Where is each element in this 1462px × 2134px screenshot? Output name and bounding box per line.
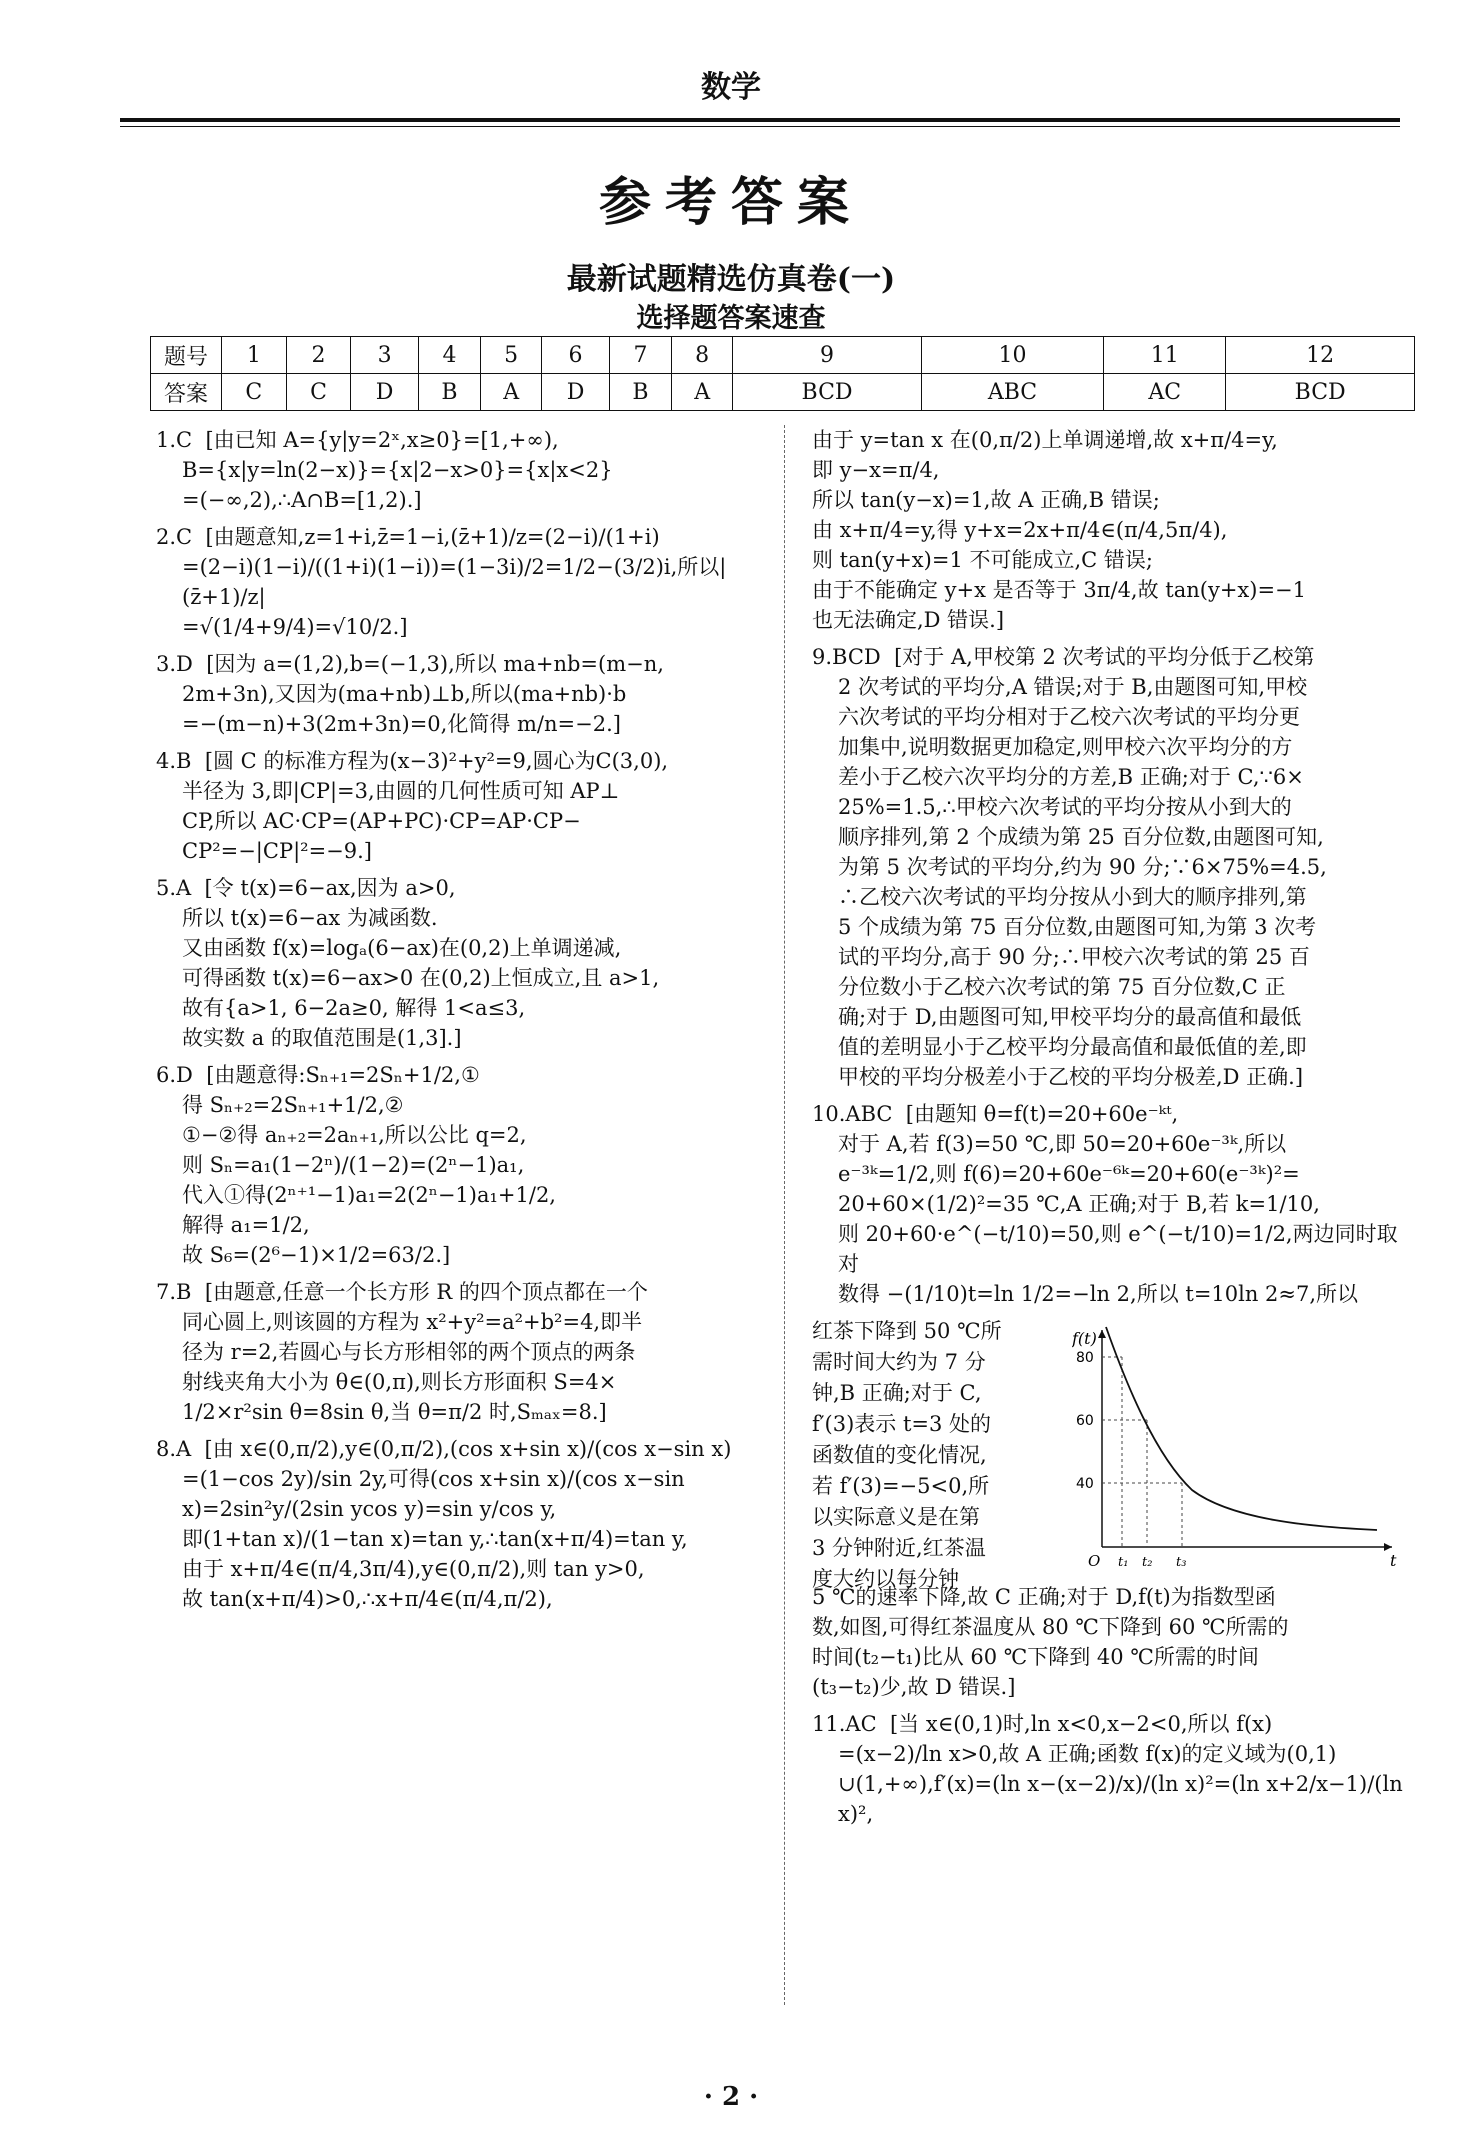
question-number: 8 <box>672 337 733 374</box>
right-column <box>812 425 1412 1836</box>
question-number: 9 <box>733 337 922 374</box>
solution-7: 7.B [由题意,任意一个长方形 R 的四个顶点都在一个 同心圆上,则该圆的方程为 x²+y²=a²+b²=4,即半 径为 r=2,若圆心与长方形相邻的两个顶点的两条 射线夹角大小为 θ∈(0,π),则长方形面积 S=4× 1/2×r²sin θ=8sin θ,当 θ=π/2 时,Sₘₐₓ=8.] <box>156 1280 648 1424</box>
origin-label: O <box>1088 1552 1101 1570</box>
header-rule-thin <box>120 126 1400 127</box>
answer-cell: C <box>222 374 287 411</box>
exam-subtitle: 最新试题精选仿真卷(一) <box>566 262 896 297</box>
answer-cell: D <box>542 374 610 411</box>
answer-row <box>151 374 1415 411</box>
left-column <box>156 425 764 1621</box>
question-number: 7 <box>609 337 671 374</box>
decay-graph <box>1072 1322 1402 1572</box>
y-tick-label: 60 <box>1076 1413 1094 1429</box>
solution-8: 8.A [由 x∈(0,π/2),y∈(0,π/2),(cos x+sin x)/(cos x−sin x) =(1−cos 2y)/sin 2y,可得(cos x+sin x)/(cos x−sin x)=2sin²y/(2sin ycos y)=sin y/cos y, 即(1+tan x)/(1−tan x)=tan y,∴tan(x+π/4)=tan y, 由于 x+π/4∈(π/4,3π/4),y∈(0,π/2),则 tan y>0, 故 tan(x+π/4)>0,∴x+π/4∈(π/4,π/2), <box>156 1437 732 1611</box>
header-rule <box>120 118 1400 122</box>
answer-cell: AC <box>1104 374 1226 411</box>
question-number: 11 <box>1104 337 1226 374</box>
question-number: 5 <box>481 337 542 374</box>
x-axis-arrow <box>1384 1543 1392 1551</box>
solution-5: 5.A [令 t(x)=6−ax,因为 a>0, 所以 t(x)=6−ax 为减函数. 又由函数 f(x)=logₐ(6−ax)在(0,2)上单调递减, 可得函数 t(x)=6−ax>0 在(0,2)上恒成立,且 a>1, 故有{a>1, 6−2a≥0, 解得 1<a≤3, 故实数 a 的取值范围是(1,3].] <box>156 876 660 1050</box>
solution-4: 4.B [圆 C 的标准方程为(x−3)²+y²=9,圆心为C(3,0), 半径为 3,即|CP|=3,由圆的几何性质可知 AP⊥ CP,所以 AC·CP=(AP+PC)·CP=AP·CP− CP²=−|CP|²=−9.] <box>156 749 669 863</box>
graph-side-text: 红茶下降到 50 ℃所 需时间大约为 7 分 钟,B 正确;对于 C, f′(3)表示 t=3 处的 函数值的变化情况, 若 f′(3)=−5<0,所 以实际意义是在第 3 分钟附近,红茶温 度大约以每分钟 <box>812 1319 1002 1591</box>
question-number: 2 <box>286 337 351 374</box>
answer-cell: B <box>609 374 671 411</box>
solution-10: 10.ABC [由题知 θ=f(t)=20+60e⁻ᵏᵗ, 对于 A,若 f(3)=50 ℃,即 50=20+60e⁻³ᵏ,所以 e⁻³ᵏ=1/2,则 f(6)=20+60e⁻⁶ᵏ=20+60(e⁻³ᵏ)²= 20+60×(1/2)²=35 ℃,A 正确;对于 B,若 k=1/10, 则 20+60·e^(−t/10)=50,则 e^(−t/10)=1/2,两边同时取对 数得 −(1/10)t=ln 1/2=−ln 2,所以 t=10ln 2≈7,所以 <box>812 1102 1398 1306</box>
y-axis-label: f(t) <box>1072 1329 1097 1348</box>
y-tick-label: 40 <box>1076 1476 1094 1492</box>
y-axis-arrow <box>1098 1330 1106 1338</box>
y-tick-label: 80 <box>1076 1350 1094 1366</box>
x-tick-label: t₁ <box>1118 1555 1129 1570</box>
answer-cell: D <box>351 374 419 411</box>
answer-cell: ABC <box>921 374 1103 411</box>
solution-11: 11.AC [当 x∈(0,1)时,ln x<0,x−2<0,所以 f(x) =(x−2)/ln x>0,故 A 正确;函数 f(x)的定义域为(0,1) ∪(1,+∞),f′(x)=(ln x−(x−2)/x)/(ln x)²=(ln x+2/x−1)/(ln x)², <box>812 1712 1403 1826</box>
answer-cell: BCD <box>1226 374 1415 411</box>
number-row <box>151 337 1415 374</box>
solution-2: 2.C [由题意知,z=1+i,z̄=1−i,(z̄+1)/z=(2−i)/(1+i) =(2−i)(1−i)/((1+i)(1−i))=(1−3i)/2=1/2−(3/2)i,所以|(z̄+1)/z| =√(1/4+9/4)=√10/2.] <box>156 525 727 639</box>
page-number: · 2 · <box>703 2082 759 2112</box>
graph-block <box>812 1316 1412 1591</box>
solution-6: 6.D [由题意得:Sₙ₊₁=2Sₙ+1/2,① 得 Sₙ₊₂=2Sₙ₊₁+1/2,② ①−②得 aₙ₊₂=2aₙ₊₁,所以公比 q=2, 则 Sₙ=a₁(1−2ⁿ)/(1−2)=(2ⁿ−1)a₁, 代入①得(2ⁿ⁺¹−1)a₁=2(2ⁿ−1)a₁+1/2, 解得 a₁=1/2, 故 S₆=(2⁶−1)×1/2=63/2.] <box>156 1063 556 1267</box>
number-row-label: 题号 <box>151 337 222 374</box>
answer-cell: C <box>286 374 351 411</box>
solution-8-continued: 由于 y=tan x 在(0,π/2)上单调递增,故 x+π/4=y, 即 y−x=π/4, 所以 tan(y−x)=1,故 A 正确,B 错误; 由 x+π/4=y,得 y+x=2x+π/4∈(π/4,5π/4), 则 tan(y+x)=1 不可能成立,C 错误; 由于不能确定 y+x 是否等于 3π/4,故 tan(y+x)=−1 也无法确定,D 错误.] <box>812 428 1307 632</box>
x-tick-label: t₂ <box>1142 1555 1153 1570</box>
solution-1: 1.C [由已知 A={y|y=2ˣ,x≥0}=[1,+∞), B={x|y=ln(2−x)}={x|2−x>0}={x|x<2} =(−∞,2),∴A∩B=[1,2).] <box>156 428 613 512</box>
question-number: 6 <box>542 337 610 374</box>
question-number: 12 <box>1226 337 1415 374</box>
subject-header: 数学 <box>701 70 761 105</box>
question-number: 10 <box>921 337 1103 374</box>
x-axis-label: t <box>1390 1551 1397 1570</box>
page-title: 参考答案 <box>598 173 863 233</box>
answer-table <box>150 336 1415 411</box>
question-number: 1 <box>222 337 287 374</box>
answer-table-title: 选择题答案速查 <box>636 303 826 334</box>
x-tick-label: t₃ <box>1176 1555 1187 1570</box>
solution-9: 9.BCD [对于 A,甲校第 2 次考试的平均分低于乙校第 2 次考试的平均分,A 错误;对于 B,由题图可知,甲校 六次考试的平均分相对于乙校六次考试的平均分更 加集中,说明数据更加稳定,则甲校六次平均分的方 差小于乙校六次平均分的方差,B 正确;对于 C,∵6× 25%=1.5,∴甲校六次考试的平均分按从小到大的 顺序排列,第 2 个成绩为第 25 百分位数,由题图可知, 为第 5 次考试的平均分,约为 90 分;∵6×75%=4.5, ∴乙校六次考试的平均分按从小到大的顺序排列,第 5 个成绩为第 75 百分位数,由题图可知,为第 3 次考 试的平均分,高于 90 分;∴甲校六次考试的第 25 百 分位数小于乙校六次考试的第 75 百分位数,C 正 确;对于 D,由题图可知,甲校平均分的最高值和最低 值的差明显小于乙校平均分最高值和最低值的差,即 甲校的平均分极差小于乙校的平均分极差,D 正确.] <box>812 645 1327 1089</box>
answer-cell: BCD <box>733 374 922 411</box>
answer-cell: A <box>481 374 542 411</box>
solution-3: 3.D [因为 a=(1,2),b=(−1,3),所以 ma+nb=(m−n, 2m+3n),又因为(ma+nb)⊥b,所以(ma+nb)·b =−(m−n)+3(2m+3n)=0,化简得 m/n=−2.] <box>156 652 664 736</box>
answer-cell: B <box>418 374 480 411</box>
column-divider <box>784 425 785 2005</box>
question-number: 4 <box>418 337 480 374</box>
answer-row-label: 答案 <box>151 374 222 411</box>
solution-10-continued: 5 ℃的速率下降,故 C 正确;对于 D,f(t)为指数型函 数,如图,可得红茶温度从 80 ℃下降到 60 ℃所需的 时间(t₂−t₁)比从 60 ℃下降到 40 ℃所需的时间 (t₃−t₂)少,故 D 错误.] <box>812 1585 1289 1699</box>
question-number: 3 <box>351 337 419 374</box>
answer-cell: A <box>672 374 733 411</box>
